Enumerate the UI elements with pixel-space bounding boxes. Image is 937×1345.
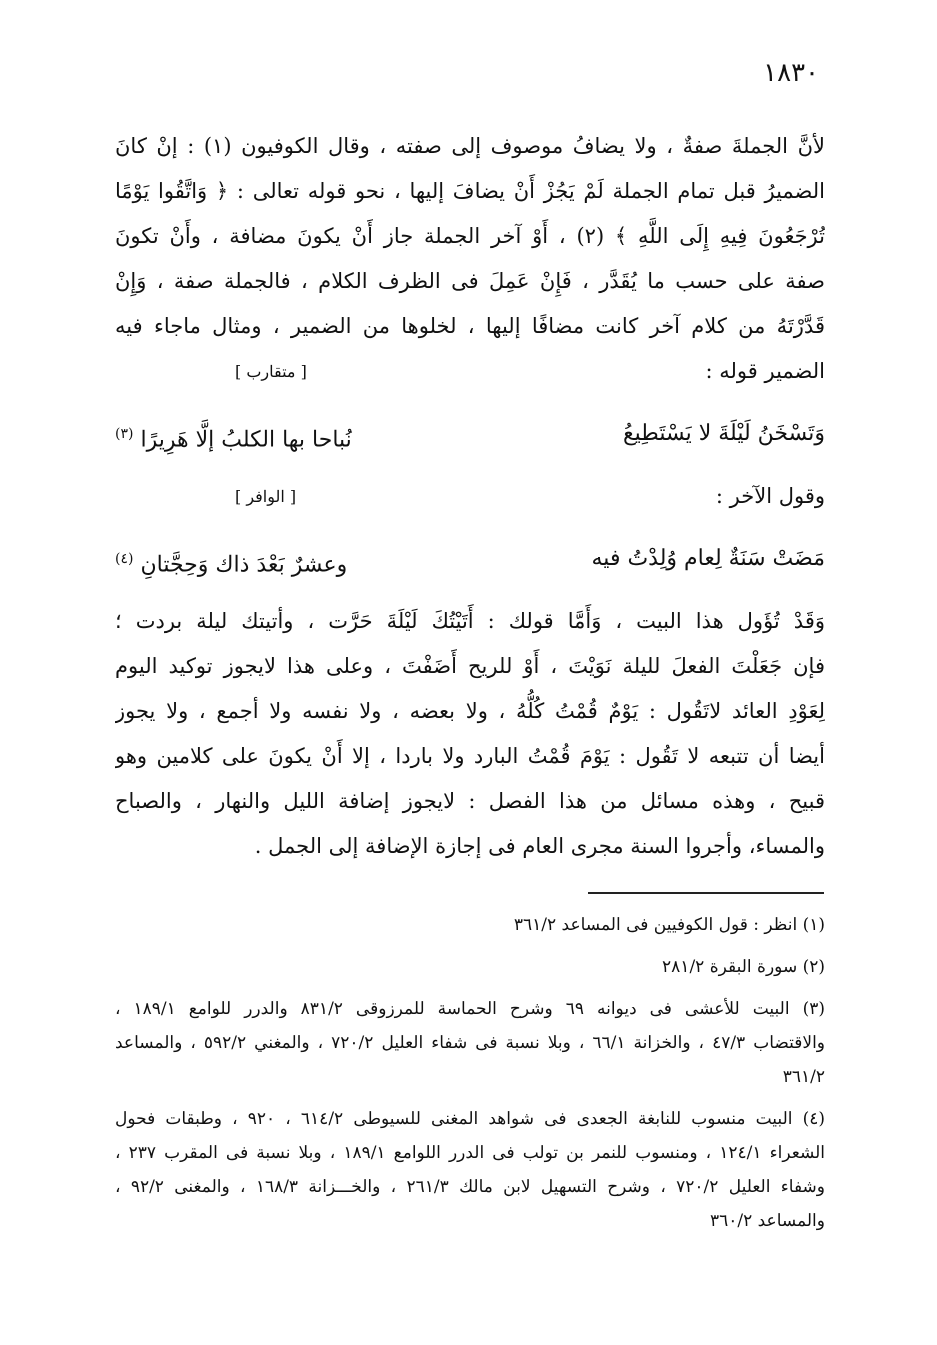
footnote-3 [115, 992, 825, 1094]
verse-2-second-hemistich-wrap [115, 529, 347, 595]
paragraph-line: قبيح ، وهذه مسائل من هذا الفصل : لايجوز إضافة الليل والنهار ، والصباح [115, 789, 825, 813]
main-text [115, 124, 825, 869]
footnote-separator [588, 892, 824, 894]
verse-1-first-hemistich: وَتَسْخَنُ لَيْلَةَ لا يَسْتَطِيعُ [622, 421, 825, 446]
paragraph-line: أيضا أن تتبعه لا تَقُول : يَوْمَ قُمْتُ البارد ولا باردا ، إلا أَنْ يكونَ على كلامين وهو [115, 744, 825, 768]
paragraph-line: لأنَّ الجملةَ صفةٌ ، ولا يضافُ موصوف إلى صفته ، وقال الكوفيون (١) : إنْ كانَ [115, 134, 825, 158]
paragraph-line: تُرْجَعُونَ فِيهِ إِلَى اللَّهِ ﴾ (٢) ، أَوْ آخر الجملة جاز أَنْ يكونَ مضافة ، وأَنْ تكونَ [115, 224, 825, 248]
footnote-4 [115, 1102, 825, 1238]
verse-1-second-hemistich: نُباحا بها الكلبُ إلَّا هَرِيرًا [140, 427, 352, 453]
verse-intro-1 [115, 349, 825, 394]
paragraph-line: قَدَّرْتَهُ من كلام آخر كانت مضافًا إليها ، لخلوها من الضمير ، ومثال ماجاء فيه [115, 314, 825, 338]
footnote-line: (٣) البيت للأعشى فى ديوانه ٦٩ وشرح الحماسة للمرزوقى ٨٣١/٢ والدرر للوامع ١٨٩/١ ، [115, 999, 825, 1019]
footnote-2: (٢) سورة البقرة ٢٨١/٢ [662, 957, 825, 977]
footnote-line: وشفاء العليل ٧٢٠/٢ ، وشرح التسهيل لابن مالك ٢٦١/٣ ، والخـــزانة ١٦٨/٣ ، والمغنى ٩٢/٢ ، [115, 1177, 825, 1197]
verse-2-second-hemistich: وعشرٌ بَعْدَ ذاك وَحِجَّتانِ [140, 552, 348, 578]
meter-label-2: [ الوافر ] [235, 487, 297, 506]
footnote-ref-3: (٣) [115, 426, 134, 442]
footnotes [115, 908, 825, 1238]
paragraph-line: لِعَوْدِ العائد لاتَقُول : يَوْمٌ قُمْتُ كُلُّهُ ، ولا بعضه ، ولا نفسه ولا أجمع ، ولا يجوز [115, 699, 825, 723]
paragraph-line: صفة على حسب ما يُقَدَّر ، فَإِنْ عَمِلَ فى الظرف الكلام ، فالجملة صفة ، وَإِنْ [115, 269, 825, 293]
footnote-line: ٣٦١/٢ [782, 1067, 825, 1087]
meter-label-1: [ متقارب ] [235, 362, 307, 381]
verse-intro-2 [115, 474, 825, 519]
verse-2-first-hemistich: مَضَتْ سَنَةٌ لِعام وُلِدْتُ فيه [591, 546, 825, 571]
footnote-line: (٤) البيت منسوب للنابغة الجعدى فى شواهد المغنى للسيوطى ٦١٤/٢ ، ٩٢٠ ، وطبقات فحول [115, 1109, 825, 1129]
verse-1-second-hemistich-wrap [115, 404, 352, 470]
verse-1 [115, 404, 825, 464]
paragraph-line: الضميرُ قبل تمام الجملة لَمْ يَجُزْ أَنْ يضافَ إليها ، نحو قوله تعالى : ﴿ وَاتَّقُوا يَوْمًا [115, 179, 825, 203]
verse-intro-2-text: وقول الآخر : [715, 484, 825, 508]
paragraph-line: وَقَدْ تُؤَول هذا البيت ، وَأَمَّا قولك : أَتَيْتُكَ لَيْلَةَ حَرَّت ، وأتيتك ليلة بردت ؛ [115, 609, 825, 633]
paragraph-1 [115, 124, 825, 394]
paragraph-line: فإن جَعَلْتَ الفعلَ لليلة نَوَيْتَ ، أَوْ للريح أَضَفْتَ ، وعلى هذا لايجوز توكيد اليوم [115, 654, 825, 678]
footnote-line: والاقتضاب ٤٧/٣ ، والخزانة ٦٦/١ ، وبلا نسبة فى شفاء العليل ٧٢٠/٢ ، والمغني ٥٩٢/٢ ، والمساعد [115, 1033, 825, 1053]
footnote-line: والمساعد ٣٦٠/٢ [709, 1211, 825, 1231]
footnote-ref-4: (٤) [115, 551, 134, 567]
verse-2 [115, 529, 825, 589]
paragraph-last-line: الضمير قوله : [705, 359, 825, 383]
footnote-1: (١) انظر : قول الكوفيين فى المساعد ٣٦١/٢ [513, 915, 825, 935]
paragraph-last-line: والمساء، وأجروا السنة مجرى العام فى إجازة الإضافة إلى الجمل . [254, 834, 825, 858]
paragraph-2 [115, 599, 825, 869]
page-number: ١٨٣٠ [763, 58, 819, 88]
footnote-line: الشعراء ١٢٤/١ ، ومنسوب للنمر بن تولب فى الدرر اللوامع ١٨٩/١ ، وبلا نسبة فى المقرب ٢٣٧ ، [115, 1143, 825, 1163]
